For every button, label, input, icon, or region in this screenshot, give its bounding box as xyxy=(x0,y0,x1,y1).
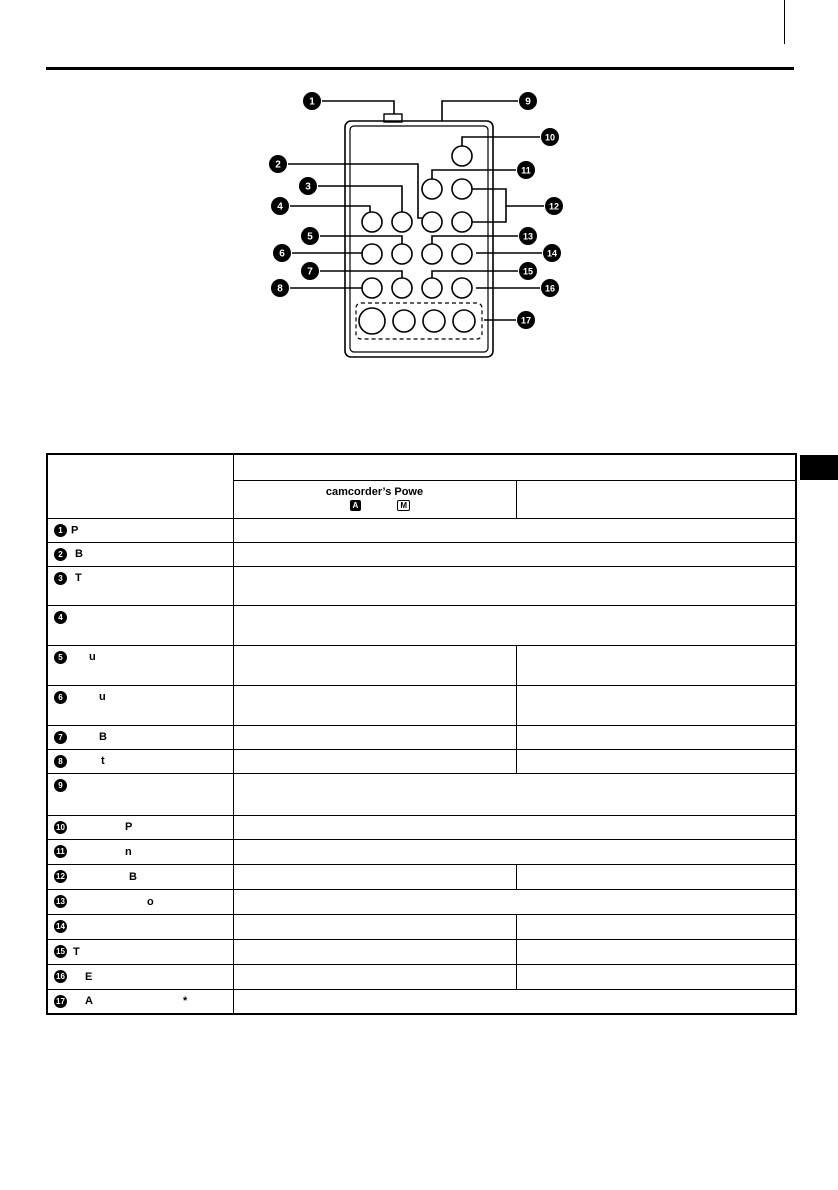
callout-10: 10 xyxy=(544,132,556,143)
row-number-badge: 9 xyxy=(54,779,67,792)
table-row xyxy=(47,889,796,914)
remote-control-diagram xyxy=(0,0,838,440)
callout-3: 3 xyxy=(305,181,311,193)
leader-3 xyxy=(318,186,402,212)
table-row xyxy=(47,685,796,725)
row-value-right xyxy=(516,939,796,964)
header-top xyxy=(233,454,796,480)
row-label: P xyxy=(125,821,133,833)
table-row xyxy=(47,964,796,989)
row-value-left xyxy=(233,914,516,939)
remote-button-14 xyxy=(452,244,472,264)
row-number-badge: 12 xyxy=(54,870,67,883)
callout-9: 9 xyxy=(525,96,531,108)
leader-15 xyxy=(432,271,518,279)
row-value xyxy=(233,815,796,839)
remote-button-11 xyxy=(422,179,442,199)
leader-9 xyxy=(442,101,518,121)
row-label: t xyxy=(101,755,105,767)
table-row xyxy=(47,749,796,773)
row-value-left xyxy=(233,864,516,889)
row-label: T xyxy=(75,572,82,584)
table-row xyxy=(47,839,796,864)
row-value xyxy=(233,542,796,566)
remote-button-6 xyxy=(362,244,382,264)
row-value-right xyxy=(516,864,796,889)
row-label: n xyxy=(125,845,132,858)
header-left xyxy=(47,454,233,518)
section-tab xyxy=(800,455,838,480)
mode-m-icon: M xyxy=(397,500,410,511)
row-number-badge: 1 xyxy=(54,524,67,537)
row-label: B xyxy=(129,870,137,883)
callout-16: 16 xyxy=(544,283,556,294)
callout-12: 12 xyxy=(548,201,560,212)
remote-button-15 xyxy=(422,278,442,298)
remote-button-17a xyxy=(359,308,385,334)
callout-14: 14 xyxy=(546,248,558,259)
row-number-badge: 11 xyxy=(54,845,67,858)
row-value-left xyxy=(233,939,516,964)
leader-13 xyxy=(432,236,518,246)
row-value-left xyxy=(233,645,516,685)
table-row xyxy=(47,518,796,542)
row-value-left xyxy=(233,725,516,749)
leader-7 xyxy=(320,271,402,279)
row-label: A xyxy=(85,995,93,1008)
mode-a-icon: A xyxy=(350,500,362,511)
row-value xyxy=(233,566,796,605)
row-label: P xyxy=(71,524,79,536)
remote-button-17c xyxy=(423,310,445,332)
callout-17: 17 xyxy=(520,315,532,326)
row-number-badge: 16 xyxy=(54,970,67,983)
row-number-badge: 4 xyxy=(54,611,67,624)
table-row xyxy=(47,773,796,815)
row-number-badge: 3 xyxy=(54,572,67,585)
table-row xyxy=(47,815,796,839)
row-value-left xyxy=(233,964,516,989)
row-value-right xyxy=(516,964,796,989)
callout-7: 7 xyxy=(307,266,313,278)
row-value xyxy=(233,889,796,914)
row-label: B xyxy=(75,548,83,560)
row-value-right xyxy=(516,725,796,749)
row-label-asterisk: * xyxy=(182,995,188,1008)
row-value xyxy=(233,518,796,542)
header-sub-right xyxy=(516,480,796,518)
remote-button-12a xyxy=(452,179,472,199)
row-number-badge: 15 xyxy=(54,945,67,958)
row-number-badge: 10 xyxy=(54,821,67,834)
callouts xyxy=(269,92,563,329)
table-row xyxy=(47,605,796,645)
callout-11: 11 xyxy=(521,165,531,176)
leader-11 xyxy=(432,170,516,179)
table-row xyxy=(47,914,796,939)
callout-15: 15 xyxy=(522,266,534,277)
row-number-badge: 7 xyxy=(54,731,67,744)
header-sub-left-line1: camcorder’s Powe xyxy=(325,486,424,498)
table-row xyxy=(47,645,796,685)
row-label: u xyxy=(89,651,96,663)
row-label: u xyxy=(99,691,106,703)
leader-4 xyxy=(290,206,370,213)
remote-button-4 xyxy=(362,212,382,232)
callout-13: 13 xyxy=(522,231,534,242)
row-number-badge: 6 xyxy=(54,691,67,704)
row-value xyxy=(233,839,796,864)
row-value xyxy=(233,989,796,1014)
table-row xyxy=(47,939,796,964)
callout-1: 1 xyxy=(309,96,315,108)
row-value-right xyxy=(516,914,796,939)
callout-6: 6 xyxy=(279,248,285,260)
row-number-badge: 13 xyxy=(54,895,67,908)
remote-button-12b xyxy=(452,212,472,232)
remote-button-13 xyxy=(422,244,442,264)
remote-button-2 xyxy=(422,212,442,232)
header-sub-left-line2 xyxy=(240,499,510,512)
leader-1 xyxy=(322,101,394,114)
remote-button-3 xyxy=(392,212,412,232)
remote-button-17d xyxy=(453,310,475,332)
table-row xyxy=(47,725,796,749)
table-row xyxy=(47,864,796,889)
row-label: B xyxy=(99,731,107,743)
row-value xyxy=(233,605,796,645)
callout-8: 8 xyxy=(277,283,283,295)
remote-button-7 xyxy=(392,278,412,298)
row-label: T xyxy=(73,945,80,958)
remote-button-10 xyxy=(452,146,472,166)
leader-5 xyxy=(320,236,402,246)
row-label: o xyxy=(147,895,154,908)
row-value xyxy=(233,773,796,815)
table-row xyxy=(47,566,796,605)
row-label: E xyxy=(85,970,93,983)
table-row xyxy=(47,989,796,1014)
row-value-right xyxy=(516,749,796,773)
row-number-badge: 2 xyxy=(54,548,67,561)
row-number-badge: 17 xyxy=(54,995,67,1008)
row-number-badge: 5 xyxy=(54,651,67,664)
table-row xyxy=(47,542,796,566)
row-value-left xyxy=(233,685,516,725)
leader-10 xyxy=(462,137,540,146)
remote-button-8 xyxy=(362,278,382,298)
remote-button-17b xyxy=(393,310,415,332)
row-value-left xyxy=(233,749,516,773)
remote-button-5 xyxy=(392,244,412,264)
callout-4: 4 xyxy=(277,201,283,213)
header-sub-left xyxy=(233,480,516,518)
row-number-badge: 14 xyxy=(54,920,67,933)
function-table xyxy=(46,453,797,1015)
remote-button-16 xyxy=(452,278,472,298)
row-value-right xyxy=(516,685,796,725)
callout-5: 5 xyxy=(307,231,313,243)
table-header-row xyxy=(47,454,796,480)
row-value-right xyxy=(516,645,796,685)
callout-2: 2 xyxy=(275,159,281,171)
row-number-badge: 8 xyxy=(54,755,67,768)
